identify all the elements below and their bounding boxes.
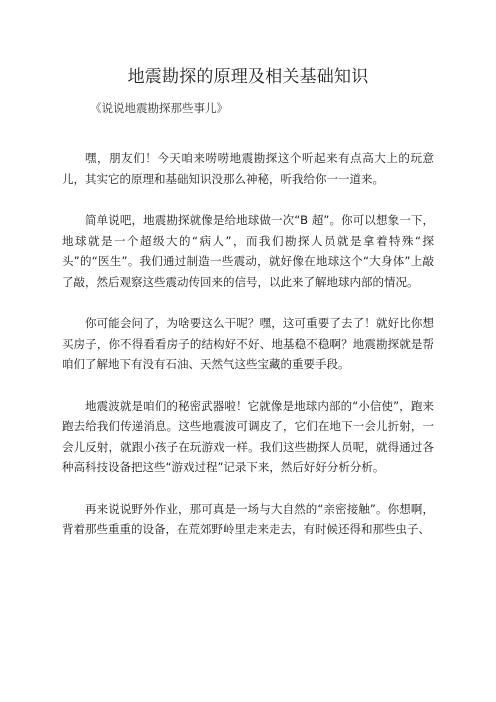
paragraph: 简单说吧，地震勘探就像是给地球做一次“B 超”。你可以想象一下，地球就是一个超级大的“病人”，而我们勘探人员就是拿着特殊“探头”的“医生”。我们通过制造一些震动，就好像在地球这个“大身体”上敲了敲，然后观察这些震动传回来的信号，以此来了解地球内部的情况。 (62, 213, 434, 289)
paragraph: 你可能会问了，为啥要这么干呢？嘿，这可重要了去了！就好比你想买房子，你不得看看房子的结构好不好、地基稳不稳啊？地震勘探就是帮咱们了解地下有没有石油、天然气这些宝藏的重要手段。 (62, 316, 434, 371)
paragraph: 再来说说野外作业，那可真是一场与大自然的“亲密接触”。你想啊，背着那些重重的设备，在荒郊野岭里走来走去，有时候还得和那些虫子、 (62, 501, 434, 536)
paragraph: 嘿，朋友们！今天咱来唠唠地震勘探这个听起来有点高大上的玩意儿，其实它的原理和基础知识没那么神秘，听我给你一一道来。 (62, 151, 434, 186)
document-subtitle: 《说说地震勘探那些事儿》 (90, 101, 228, 115)
document-title: 地震勘探的原理及相关基础知识 (127, 67, 369, 87)
paragraph: 地震波就是咱们的秘密武器啦！它就像是地球内部的“小信使”，跑来跑去给我们传递消息。这些地震波可调皮了，它们在地下一会儿折射，一会儿反射，就跟小孩子在玩游戏一样。我们这些勘探人员呢，就得通过各种高科技设备把这些“游戏过程”记录下来，然后好好分析分析。 (62, 398, 434, 474)
document-body (62, 148, 434, 561)
